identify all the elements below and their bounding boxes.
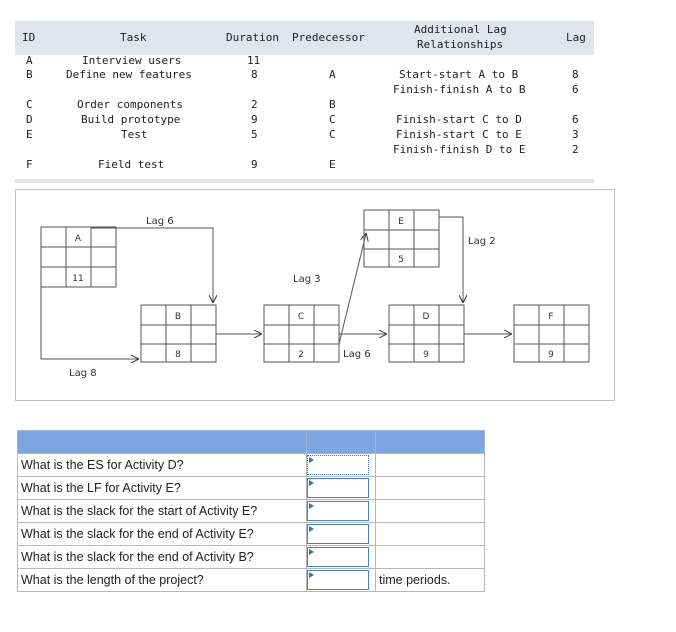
row-b-lag: 8 [572, 68, 579, 81]
header-task: Task [120, 31, 147, 44]
question-suffix [376, 546, 485, 569]
node-b-duration: 8 [175, 350, 181, 360]
row-a-duration: 11 [247, 54, 261, 67]
row-d-duration: 9 [251, 113, 258, 126]
header-additional-1: Additional Lag [414, 23, 507, 36]
node-d-label: D [422, 312, 430, 322]
network-diagram [15, 189, 615, 401]
node-c-duration: 2 [298, 350, 304, 360]
row-a-task: Interview users [82, 54, 182, 67]
node-a-label: A [74, 234, 82, 244]
row-e-pred: C [329, 128, 336, 141]
answer-input-slack-end-b[interactable] [307, 547, 369, 567]
node-b-label: B [174, 312, 182, 322]
question-text: What is the slack for the end of Activity B? [18, 546, 307, 569]
answer-input-lf-e[interactable] [307, 478, 369, 498]
arrow-c-to-e [339, 234, 366, 344]
row-e-task: Test [121, 128, 148, 141]
lag-label-c-d: Lag 6 [343, 349, 371, 360]
answer-input-es-d[interactable] [307, 455, 369, 475]
question-row [18, 569, 485, 592]
header-duration: Duration [226, 31, 279, 44]
row-b2-lag: 6 [572, 83, 579, 96]
question-row [18, 523, 485, 546]
row-e2-rel: Finish-finish D to E [393, 143, 526, 156]
row-e-duration: 5 [251, 128, 258, 141]
row-e-id: E [26, 128, 33, 141]
question-text: What is the slack for the end of Activity E? [18, 523, 307, 546]
lag-label-a-b-ff: Lag 6 [146, 216, 174, 227]
table-footer-bar [15, 179, 594, 183]
row-f-id: F [26, 158, 33, 171]
arrow-a-start-to-b-start [41, 287, 138, 359]
row-e-lag: 3 [572, 128, 579, 141]
arrow-a-finish-to-b-finish [91, 228, 213, 302]
question-text: What is the slack for the start of Activity E? [18, 500, 307, 523]
answer-input-slack-start-e[interactable] [307, 501, 369, 521]
question-text: What is the LF for Activity E? [18, 477, 307, 500]
question-row [18, 500, 485, 523]
row-b-id: B [26, 68, 33, 81]
question-suffix [376, 500, 485, 523]
question-row [18, 477, 485, 500]
question-text: What is the ES for Activity D? [18, 454, 307, 477]
row-f-pred: E [329, 158, 336, 171]
lag-label-a-b-ss: Lag 8 [69, 368, 97, 379]
arrow-e-finish-to-d-finish [439, 217, 463, 302]
node-c-label: C [297, 312, 305, 322]
row-b-duration: 8 [251, 68, 258, 81]
header-predecessor: Predecessor [292, 31, 365, 44]
question-row [18, 454, 485, 477]
question-suffix: time periods. [376, 569, 485, 592]
answer-input-slack-end-e[interactable] [307, 524, 369, 544]
row-f-duration: 9 [251, 158, 258, 171]
node-f-duration: 9 [548, 350, 554, 360]
row-d-pred: C [329, 113, 336, 126]
question-text: What is the length of the project? [18, 569, 307, 592]
question-suffix [376, 523, 485, 546]
row-b-pred: A [329, 68, 336, 81]
row-b-task: Define new features [66, 68, 192, 81]
questions-header-row [18, 431, 485, 454]
lag-label-e-d: Lag 2 [468, 236, 496, 247]
row-e-rel: Finish-start C to E [396, 128, 522, 141]
node-e-duration: 5 [398, 255, 404, 265]
node-e-label: E [398, 217, 404, 227]
row-f-task: Field test [98, 158, 165, 171]
header-lag: Lag [566, 31, 586, 44]
row-c-duration: 2 [251, 98, 258, 111]
row-d-task: Build prototype [81, 113, 181, 126]
question-row [18, 546, 485, 569]
row-d-lag: 6 [572, 113, 579, 126]
row-c-pred: B [329, 98, 336, 111]
row-a-id: A [26, 54, 33, 67]
lag-label-c-e: Lag 3 [293, 274, 321, 285]
network-diagram-svg [16, 190, 614, 400]
question-suffix [376, 477, 485, 500]
header-additional-2: Relationships [417, 38, 504, 51]
row-d-rel: Finish-start C to D [396, 113, 522, 126]
row-e2-lag: 2 [572, 143, 579, 156]
answer-input-project-length[interactable] [307, 570, 369, 590]
row-c-id: C [26, 98, 33, 111]
row-d-id: D [26, 113, 33, 126]
questions-table [17, 430, 485, 592]
node-f-label: F [548, 312, 554, 322]
row-b2-rel: Finish-finish A to B [393, 83, 526, 96]
node-d-duration: 9 [423, 350, 429, 360]
header-id: ID [22, 31, 36, 44]
question-suffix [376, 454, 485, 477]
row-b-rel: Start-start A to B [399, 68, 519, 81]
node-a-duration: 11 [72, 274, 84, 284]
row-c-task: Order components [77, 98, 183, 111]
